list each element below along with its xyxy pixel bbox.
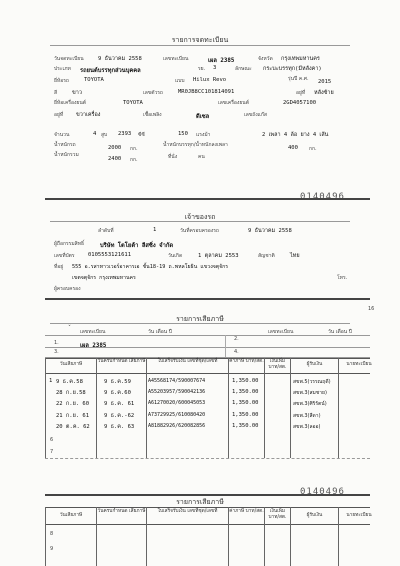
tax1-head-receiver: ผู้รับเงิน bbox=[306, 362, 323, 367]
tax-row-paid-date: 21 ก.ย. 61 bbox=[56, 412, 90, 419]
tax1-col-line-0 bbox=[45, 358, 46, 458]
tax-row-amount: 1,350.00 bbox=[232, 400, 259, 407]
tax1-head-due: วันครบกำหนด เสียภาษี bbox=[97, 359, 146, 364]
gross-label: น้ำหนักรวม bbox=[54, 152, 79, 158]
style-label: ลักษณะ bbox=[235, 66, 252, 72]
tax1-table-bottom bbox=[45, 458, 370, 459]
fuel-value: ดีเซล bbox=[196, 114, 210, 120]
tax-row-paid-date: 20 ต.ค. 62 bbox=[56, 423, 90, 430]
weight-unit: กก. bbox=[130, 146, 138, 152]
cc-unit: ซีซี bbox=[138, 132, 145, 138]
tax-row-amount: 1,350.00 bbox=[232, 389, 259, 396]
blank-row-9: 9 bbox=[50, 546, 54, 552]
tel-label: โทร. bbox=[337, 275, 348, 281]
vtype-label: ประเภท bbox=[54, 66, 71, 72]
tax1-plate-header-line bbox=[45, 335, 370, 336]
address-line-2: เขตจตุจักร กรุงเทพมหานคร bbox=[72, 275, 136, 281]
page-number: 16 bbox=[368, 306, 375, 312]
card-value: 0105553121611 bbox=[88, 252, 132, 258]
axle-value: 2 เพลา 4 ล้อ ยาง 4 เส้น bbox=[262, 132, 329, 138]
tax1-col-line-3 bbox=[228, 358, 229, 458]
entry-2-num: 2. bbox=[234, 336, 239, 342]
cyl-value: 4 bbox=[93, 131, 97, 137]
tax2-col-line-3 bbox=[228, 507, 229, 566]
tax1-date-label: วัน เดือน ปี bbox=[148, 329, 172, 335]
tax1-col-line-5 bbox=[290, 358, 291, 458]
engine-loc-label: อยู่ที่ bbox=[54, 112, 64, 118]
tax1-col-line-1 bbox=[96, 358, 97, 458]
gross-value: 2400 bbox=[108, 156, 122, 162]
reg-date-label: วันจดทะเบียน bbox=[54, 56, 84, 62]
right-holder-value: บริษัท โตโยต้า ลีสซิ่ง จำกัด bbox=[100, 243, 174, 249]
order-value: 1 bbox=[153, 227, 157, 233]
engine-no-label: เลขเครื่องยนต์ bbox=[218, 100, 249, 106]
seats-label: ที่นั่ง bbox=[168, 154, 178, 160]
title-underline bbox=[50, 45, 350, 46]
model-label: แบบ bbox=[175, 78, 185, 84]
plate-value: เผล 2385 bbox=[208, 58, 235, 64]
tax-row-receipt: A73729925/610080420 bbox=[148, 411, 206, 418]
owner-title: เจ้าของรถ bbox=[184, 213, 216, 221]
brand-value: TOYOTA bbox=[84, 77, 104, 83]
gas-tank-label: เลขถังแก๊ส bbox=[244, 112, 267, 118]
tax-row-amount: 1,350.00 bbox=[232, 378, 259, 384]
tax2-col-line-2 bbox=[146, 507, 147, 566]
rtype-value: 3 bbox=[213, 65, 217, 71]
style-value: กระบะบรรทุก(มีหลังคา) bbox=[263, 66, 322, 72]
tax1-head-paid: วันเสียภาษี bbox=[59, 362, 83, 367]
nation-label: สัญชาติ bbox=[258, 253, 275, 259]
section-divider-3 bbox=[45, 494, 370, 496]
tax1-date-label-2: วัน เดือน ปี bbox=[328, 329, 352, 335]
tax-row-receiver: สขพ.3(สีดา) bbox=[293, 412, 321, 419]
weight-value: 2000 bbox=[108, 145, 122, 151]
tax2-head-due: วันครบกำหนด เสียภาษี bbox=[97, 509, 146, 514]
tax-row-receipt: A81882926/620082856 bbox=[148, 422, 206, 429]
nation-value: ไทย bbox=[290, 253, 300, 259]
gross-unit: กก. bbox=[130, 157, 138, 163]
own-date-label: วันที่ครอบครองรถ bbox=[180, 228, 219, 234]
birth-value: 1 ตุลาคม 2553 bbox=[198, 253, 239, 259]
tax1-head-surcharge: เงินเพิ่ม บาท/สต. bbox=[268, 359, 287, 370]
tax-row-receipt: A61270020/600045053 bbox=[148, 400, 206, 407]
right-holder-label: ผู้ถือกรรมสิทธิ์ bbox=[54, 241, 85, 247]
cyl-unit: สูบ bbox=[101, 132, 108, 138]
color-value: ขาว bbox=[72, 90, 82, 96]
tax-row-receipt: A55203957/590042136 bbox=[148, 389, 206, 396]
tax-row-paid-date: 22 ก.ย. 60 bbox=[56, 401, 90, 408]
province-value: กรุงเทพมหานคร bbox=[281, 56, 320, 62]
tax1-head-receipt: ใบเสร็จรับเงิน เลขที่ชุด/เลขที่ bbox=[157, 359, 218, 364]
tax-row-number: 1 bbox=[49, 378, 53, 384]
chassis-label: เลขตัวรถ bbox=[143, 90, 163, 96]
blank-row-7: 7 bbox=[50, 449, 54, 455]
color-label: สี bbox=[54, 90, 58, 96]
load-unit: กก. bbox=[309, 146, 317, 152]
tax-row-due-date: 9 ธ.ค.60 bbox=[104, 390, 131, 397]
tax-row-paid-date: 28 ก.ย.58 bbox=[56, 390, 86, 397]
chassis-loc-value: หลังซ้าย bbox=[314, 90, 334, 96]
tax1-plate-label-2: เลขทะเบียน bbox=[268, 329, 294, 335]
tax-row-due-date: 9 ธ.ค.-62 bbox=[104, 412, 135, 419]
tax2-head-surcharge: เงินเพิ่ม บาท/สต. bbox=[268, 509, 287, 520]
tax2-head-tax: ค่าภาษี บาท/สต. bbox=[229, 509, 264, 514]
year-value: 2015 bbox=[318, 79, 332, 85]
tax2-head-registrar: นายทะเบียน bbox=[346, 513, 372, 518]
serial-stamp-2: 0140496 bbox=[300, 487, 345, 497]
province-label: จังหวัด bbox=[258, 56, 273, 62]
blank-row-6: 6 bbox=[50, 437, 54, 443]
entry-divider-1 bbox=[45, 347, 370, 348]
entry-1-value: เผล 2385 bbox=[80, 343, 107, 349]
tax-row-receiver: สขพ.3(ลออ) bbox=[293, 423, 321, 430]
cc-value: 2393 bbox=[118, 131, 132, 137]
tax1-head-registrar: นายทะเบียน bbox=[346, 362, 372, 367]
vtype-value: รถยนต์บรรทุกส่วนบุคคล bbox=[80, 68, 141, 74]
rtype-label: รย. bbox=[198, 66, 206, 72]
tax2-title: รายการเสียภาษี bbox=[176, 498, 224, 506]
model-value: Hilux Revo bbox=[193, 77, 227, 83]
tax1-head-tax: ค่าภาษี บาท/สต. bbox=[229, 359, 264, 364]
tax2-head-receipt: ใบเสร็จรับเงิน เลขที่ชุด/เลขที่ bbox=[157, 509, 218, 514]
tax-row-due-date: 9 ธ.ค.59 bbox=[104, 379, 131, 385]
tick-mark: ˇ bbox=[68, 325, 71, 332]
chassis-loc-label: อยู่ที่ bbox=[296, 90, 306, 96]
engine-loc-value: ขวาเครื่อง bbox=[76, 112, 101, 118]
tax-row-due-date: 9 ธ.ค. 63 bbox=[104, 423, 135, 430]
weight-label: น้ำหนักรถ bbox=[54, 142, 76, 148]
tax2-head-paid: วันเสียภาษี bbox=[59, 513, 83, 518]
tax-row-due-date: 9 ธ.ค. 61 bbox=[104, 401, 135, 408]
engine-brand-label: ยี่ห้อเครื่องยนต์ bbox=[54, 100, 87, 106]
tax1-col-line-6 bbox=[338, 358, 339, 458]
hp-unit: แรงม้า bbox=[196, 132, 211, 138]
owner-underline bbox=[50, 221, 350, 222]
plate-label: เลขทะเบียน bbox=[163, 56, 189, 62]
tax1-col-line-4 bbox=[264, 358, 265, 458]
tax1-title: รายการเสียภาษี bbox=[176, 315, 224, 323]
tax-row-amount: 1,350.00 bbox=[232, 411, 259, 418]
tax2-head-receiver: ผู้รับเงิน bbox=[306, 513, 323, 518]
engine-brand-value: TOYOTA bbox=[123, 100, 143, 106]
entry-4-num: 4. bbox=[234, 349, 239, 355]
owner-footer: ผู้ครอบครอง bbox=[54, 286, 81, 292]
tax2-table-head-bottom bbox=[45, 524, 370, 525]
card-label: เลขที่บัตร bbox=[54, 253, 75, 259]
tax-row-receiver: สขพ.3(สมชาย) bbox=[293, 390, 327, 397]
tax-row-receiver: สขพ.5(วรรณฤดี) bbox=[293, 379, 331, 385]
tax1-title-underline bbox=[50, 323, 350, 324]
tax-row-amount: 1,350.00 bbox=[232, 422, 259, 429]
load-label: น้ำหนักบรรทุก/น้ำหนักลงเพลา bbox=[163, 142, 228, 148]
entry-1-num: 1. bbox=[54, 340, 59, 346]
birth-label: วันเกิด bbox=[168, 253, 183, 259]
section-divider-1 bbox=[45, 198, 370, 200]
tax-row-receiver: สขพ.3(ศิริรัตน์) bbox=[293, 401, 327, 408]
tax1-plate-label: เลขทะเบียน bbox=[80, 329, 106, 335]
order-label: ลำดับที่ bbox=[98, 228, 114, 234]
reg-date-value: 9 ธันวาคม 2558 bbox=[98, 56, 142, 62]
fuel-label: เชื้อเพลิง bbox=[143, 112, 162, 118]
own-date-value: 9 ธันวาคม 2558 bbox=[248, 228, 292, 234]
year-label: รุ่นปี ค.ศ. bbox=[288, 76, 309, 82]
section-divider-2 bbox=[45, 298, 370, 300]
brand-label: ยี่ห้อรถ bbox=[54, 78, 69, 84]
address-label: ที่อยู่ bbox=[54, 264, 64, 270]
serial-stamp-1: 0140496 bbox=[300, 192, 345, 202]
chassis-value: MR0JB8CC101814091 bbox=[178, 89, 235, 95]
entry-3-num: 3. bbox=[54, 349, 59, 355]
hp-value: 150 bbox=[178, 131, 188, 137]
tax-row-receipt: A45568174/590007674 bbox=[148, 378, 206, 384]
seats-unit: คน bbox=[198, 154, 205, 160]
registration-title: รายการจดทะเบียน bbox=[171, 36, 229, 44]
tax2-col-line-1 bbox=[96, 507, 97, 566]
address-line-1: 555 อ.รสาทาวเวอร์อาคารเอ ชั้น18-19 ถ.พหลโยธิน แขวงจตุจักร bbox=[72, 264, 229, 270]
tax1-table-head-bottom bbox=[45, 373, 370, 374]
tax2-table-top bbox=[45, 507, 370, 508]
blank-row-8: 8 bbox=[50, 531, 54, 537]
engine-no-value: 2GD4057100 bbox=[283, 100, 317, 106]
entry-mid-line bbox=[225, 335, 226, 357]
cyl-label: จำนวน bbox=[54, 132, 70, 138]
tax-row-paid-date: 9 ธ.ค.58 bbox=[56, 379, 83, 385]
load-value: 400 bbox=[288, 145, 298, 151]
tax1-col-line-2 bbox=[146, 358, 147, 458]
